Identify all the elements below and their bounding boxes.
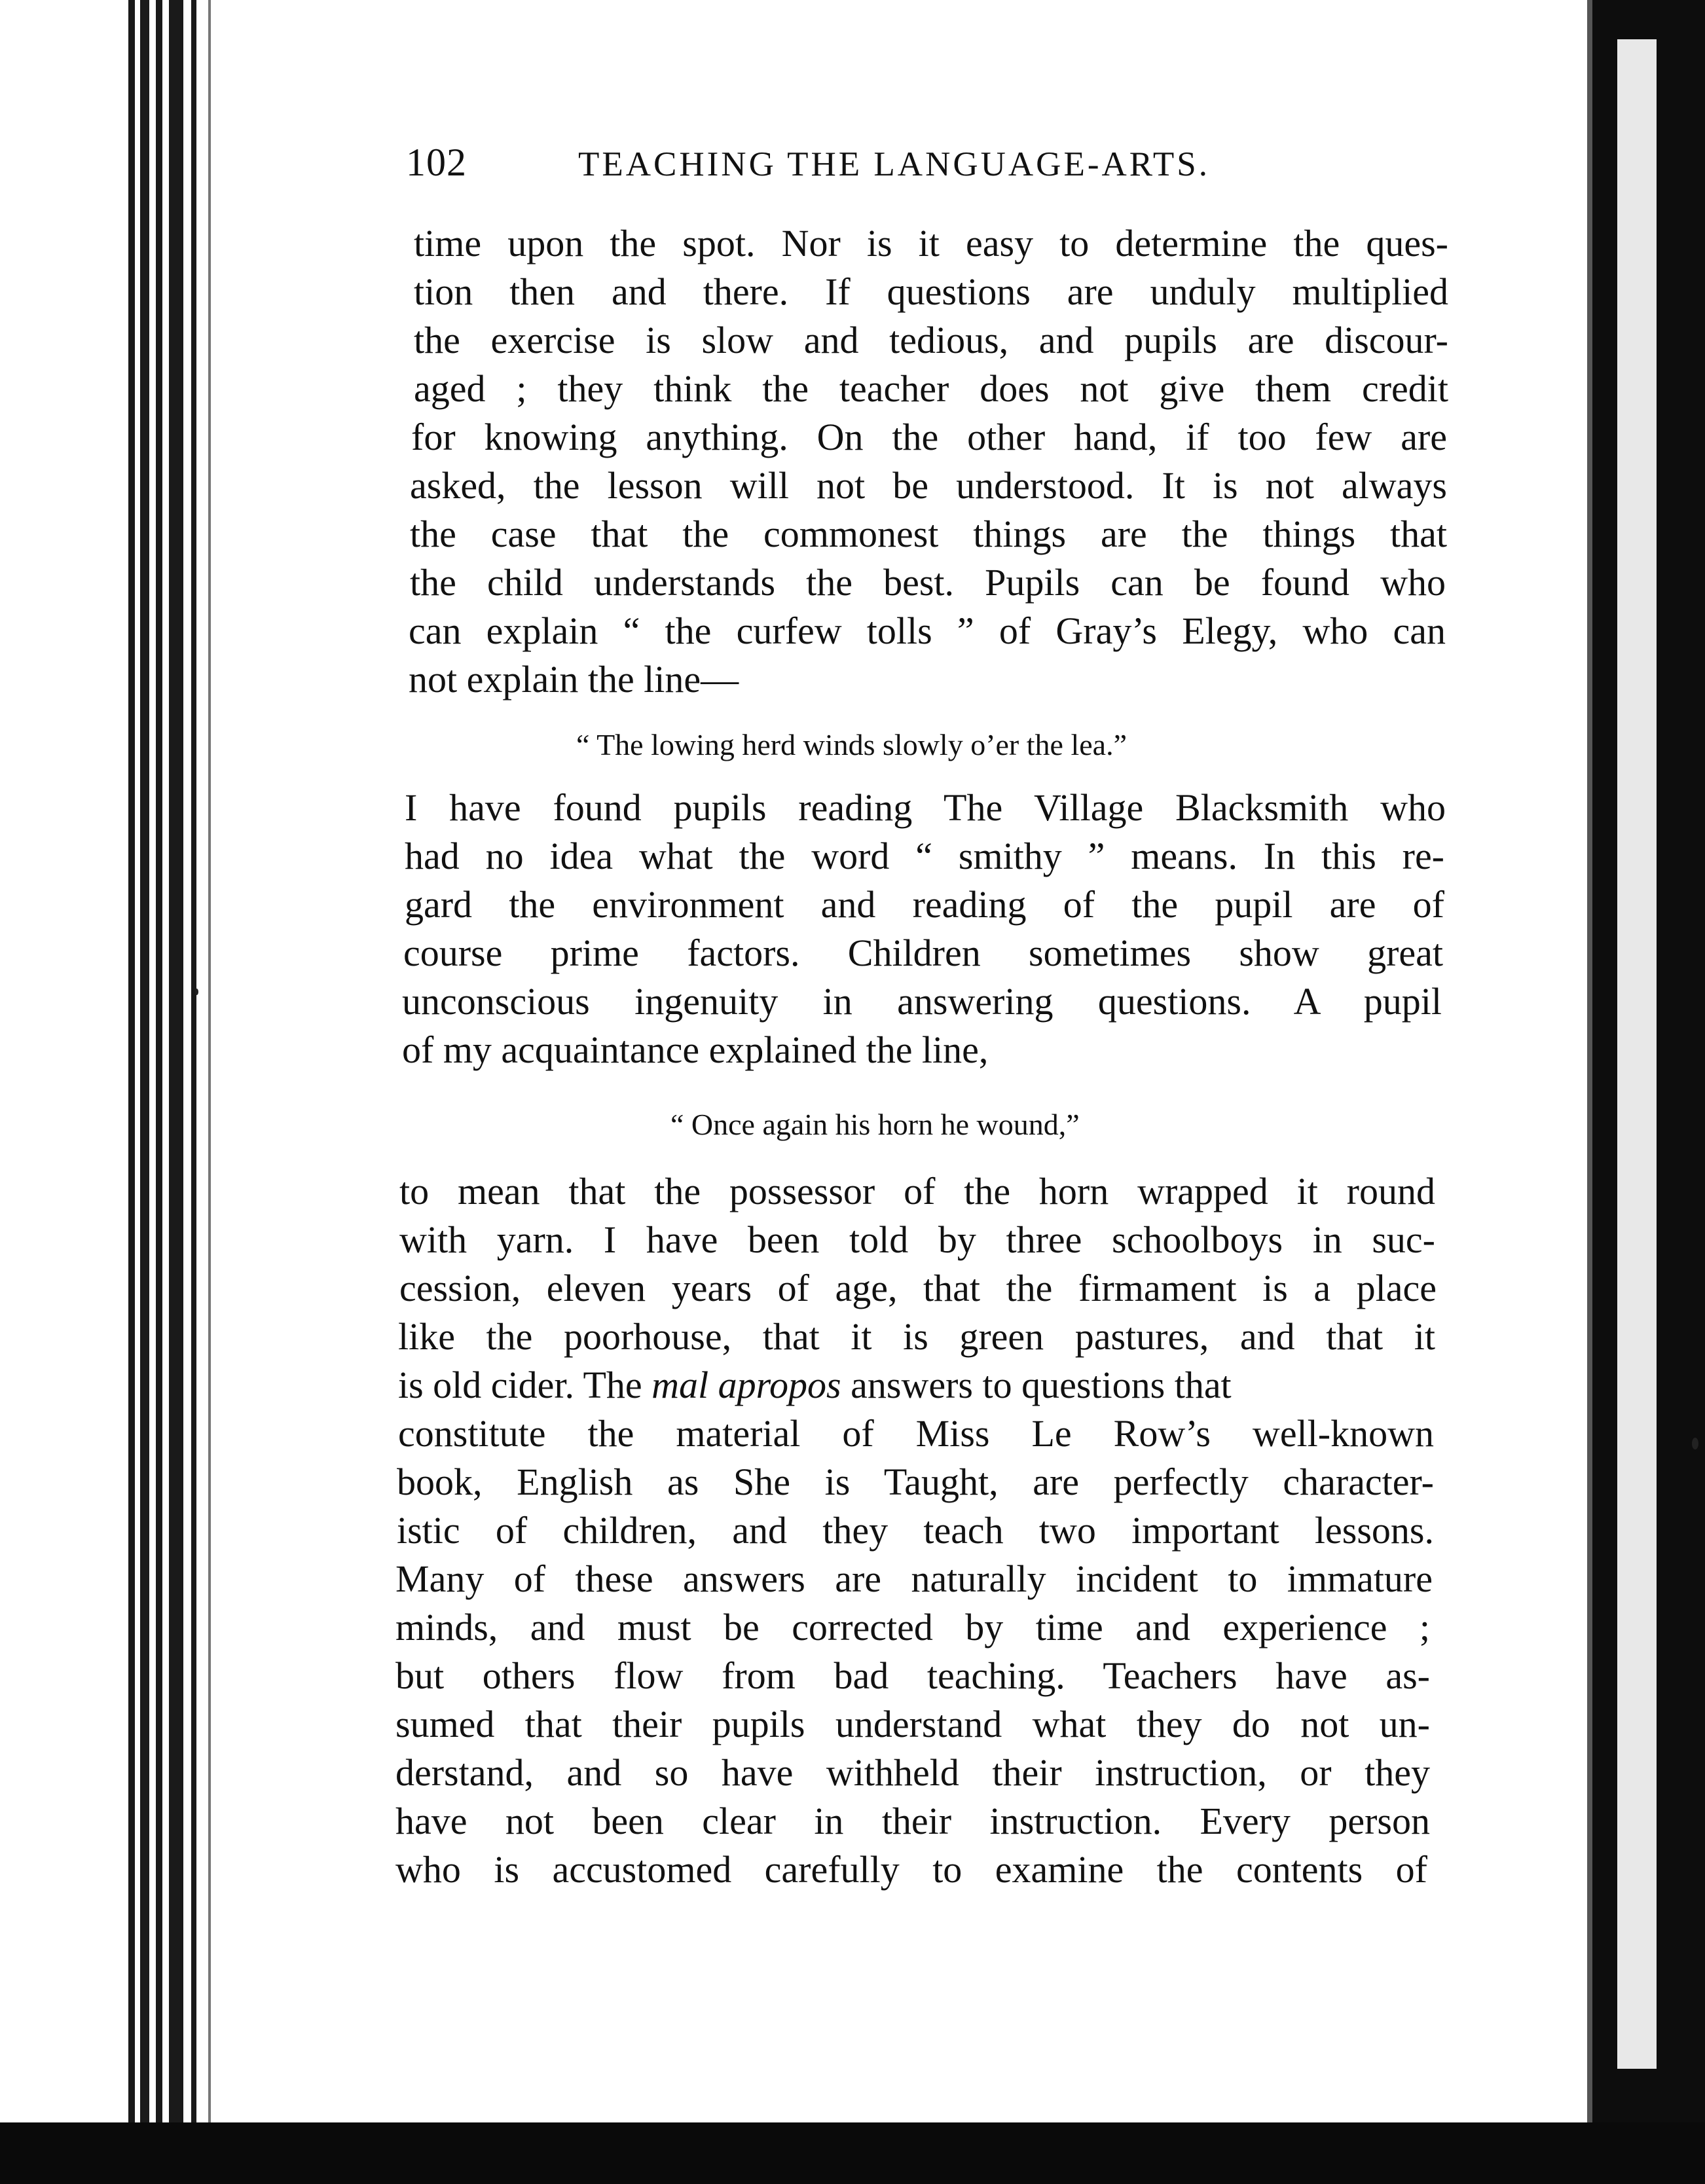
text-line: the child understands the best. Pupils can be found who xyxy=(410,561,1446,604)
text-line: unconscious ingenuity in answering questions. A pupil xyxy=(402,980,1442,1023)
text-line: tion then and there. If questions are unduly multiplied xyxy=(414,270,1448,313)
text-line: sumed that their pupils understand what they do not un- xyxy=(395,1703,1430,1745)
text-line: Many of these answers are naturally incident to immature xyxy=(395,1557,1433,1600)
text-line: had no idea what the word “ smithy ” means. In this re- xyxy=(405,835,1444,877)
text-line: asked, the lesson will not be understood. It is not always xyxy=(410,464,1447,507)
book-edge-stripe xyxy=(156,0,162,2128)
scan-speck xyxy=(195,989,198,995)
book-edge-stripe xyxy=(191,0,196,2128)
bottom-book-edge xyxy=(0,2122,1705,2184)
running-title: TEACHING THE LANGUAGE-ARTS. xyxy=(578,145,1211,183)
left-margin xyxy=(0,0,118,2128)
text-line: I have found pupils reading The Village Blacksmith who xyxy=(405,786,1446,829)
text-line xyxy=(398,1362,1434,1409)
text-line: constitute the material of Miss Le Row’s well-known xyxy=(398,1412,1434,1455)
book-edge-stripe xyxy=(140,0,149,2128)
text-line: time upon the spot. Nor is it easy to determine the ques- xyxy=(414,222,1448,264)
text-line: like the poorhouse, that it is green pastures, and that it xyxy=(398,1315,1435,1358)
text-line: istic of children, and they teach two important lessons. xyxy=(397,1509,1434,1552)
text-line: not explain the line— xyxy=(409,658,739,701)
text-line: of my acquaintance explained the line, xyxy=(402,1028,989,1071)
right-edge-line xyxy=(1587,0,1592,2128)
text-line: who is accustomed carefully to examine the contents of xyxy=(395,1848,1427,1891)
text-line: minds, and must be corrected by time and experience ; xyxy=(395,1606,1430,1648)
text-line: but others flow from bad teaching. Teachers have as- xyxy=(395,1654,1430,1697)
book-edge-stripe xyxy=(208,0,211,2128)
text-span: answers to questions that xyxy=(841,1364,1232,1406)
verse-quote: “ Once again his horn he wound,” xyxy=(670,1108,1080,1141)
scan-speck xyxy=(1692,1438,1698,1449)
text-span: is old cider. The xyxy=(398,1364,652,1406)
verse-quote: “ The lowing herd winds slowly o’er the lea.” xyxy=(576,728,1127,761)
book-edge-stripe xyxy=(169,0,183,2128)
book-edge-stripe xyxy=(128,0,135,2128)
page-number: 102 xyxy=(406,141,467,184)
running-head xyxy=(406,140,1270,192)
text-line: have not been clear in their instruction. Every person xyxy=(395,1800,1430,1842)
text-line: can explain “ the curfew tolls ” of Gray’s Elegy, who can xyxy=(409,610,1446,652)
text-line: with yarn. I have been told by three schoolboys in suc- xyxy=(399,1218,1435,1261)
text-line: book, English as She is Taught, are perfectly character- xyxy=(397,1461,1434,1503)
text-line: the case that the commonest things are the things that xyxy=(410,513,1447,555)
text-line: derstand, and so have withheld their instruction, or they xyxy=(395,1751,1430,1794)
text-line: gard the environment and reading of the pupil are of xyxy=(405,883,1444,926)
italic-phrase: mal apropos xyxy=(651,1364,841,1406)
text-line: course prime factors. Children sometimes show great xyxy=(403,932,1443,974)
text-line: cession, eleven years of age, that the firmament is a place xyxy=(399,1267,1437,1309)
text-line: to mean that the possessor of the horn wrapped it round xyxy=(399,1170,1435,1212)
text-line: aged ; they think the teacher does not give them credit xyxy=(414,367,1448,410)
next-page-strip xyxy=(1617,39,1657,2069)
text-line: the exercise is slow and tedious, and pupils are discour- xyxy=(414,319,1448,361)
text-line: for knowing anything. On the other hand, if too few are xyxy=(411,416,1447,458)
